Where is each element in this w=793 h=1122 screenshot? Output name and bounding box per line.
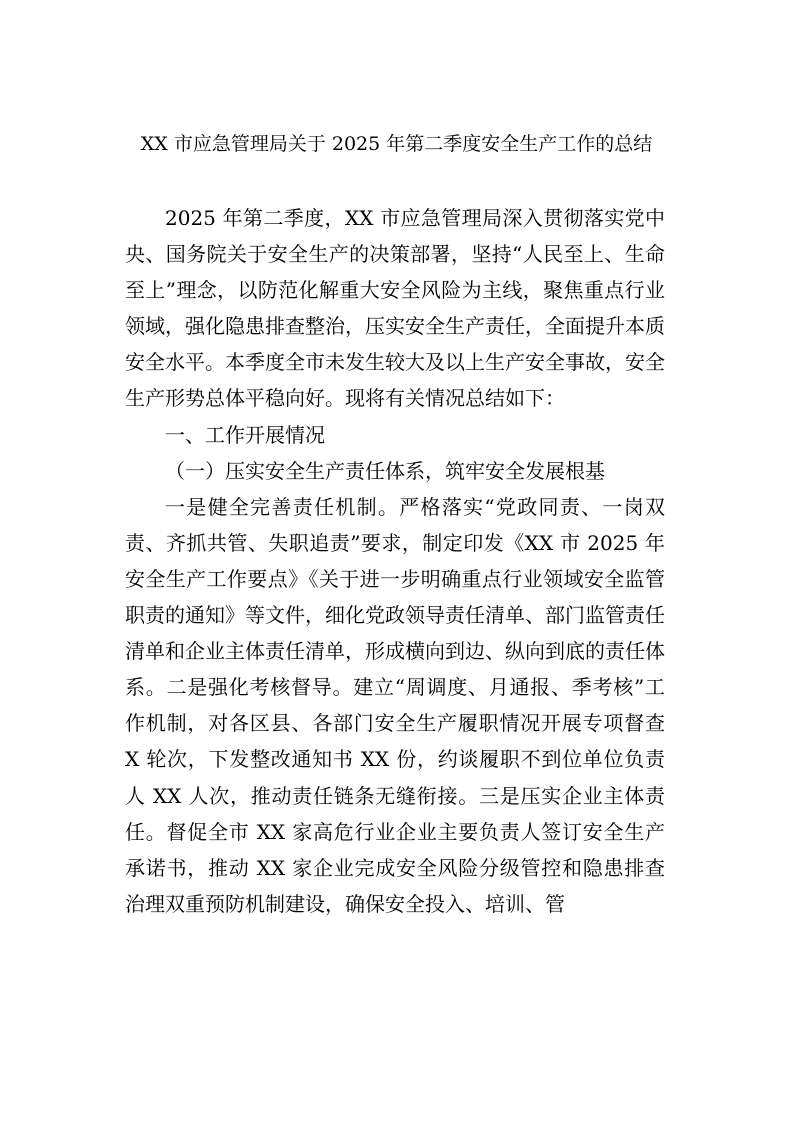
responsibility-paragraph: 一是健全完善责任机制。严格落实“党政同责、一岗双责、齐抓共管、失职追责”要求，制定印发《XX 市 2025 年安全生产工作要点》《关于进一步明确重点行业领域安全监管职责的通知》等文件，细化党政领导责任清单、部门监管责任清单和企业主体责任清单，形成横向到边、纵向到底的责任体系。二是强化考核督导。建立“周调度、月通报、季考核”工作机制，对各区县、各部门安全生产履职情况开展专项督查 X 轮次，下发整改通知书 XX 份，约谈履职不到位单位负责人 XX 人次，推动责任链条无缝衔接。三是压实企业主体责任。督促全市 XX 家高危行业企业主要负责人签订安全生产承诺书，推动 XX 家企业完成安全风险分级管控和隐患排查治理双重预防机制建设，确保安全投入、培训、管 xyxy=(125,494,665,916)
document-title: XX 市应急管理局关于 2025 年第二季度安全生产工作的总结 xyxy=(140,133,653,155)
section-heading-work-progress: 一、工作开展情况 xyxy=(165,422,325,447)
document-body xyxy=(125,200,665,922)
subsection-heading-responsibility-system: （一）压实安全生产责任体系，筑牢安全发展根基 xyxy=(165,458,605,483)
intro-paragraph: 2025 年第二季度，XX 市应急管理局深入贯彻落实党中央、国务院关于安全生产的决策部署，坚持“人民至上、生命至上”理念，以防范化解重大安全风险为主线，聚焦重点行业领域，强化隐患排查整治，压实安全生产责任，全面提升本质安全水平。本季度全市未发生较大及以上生产安全事故，安全生产形势总体平稳向好。现将有关情况总结如下： xyxy=(125,206,665,411)
